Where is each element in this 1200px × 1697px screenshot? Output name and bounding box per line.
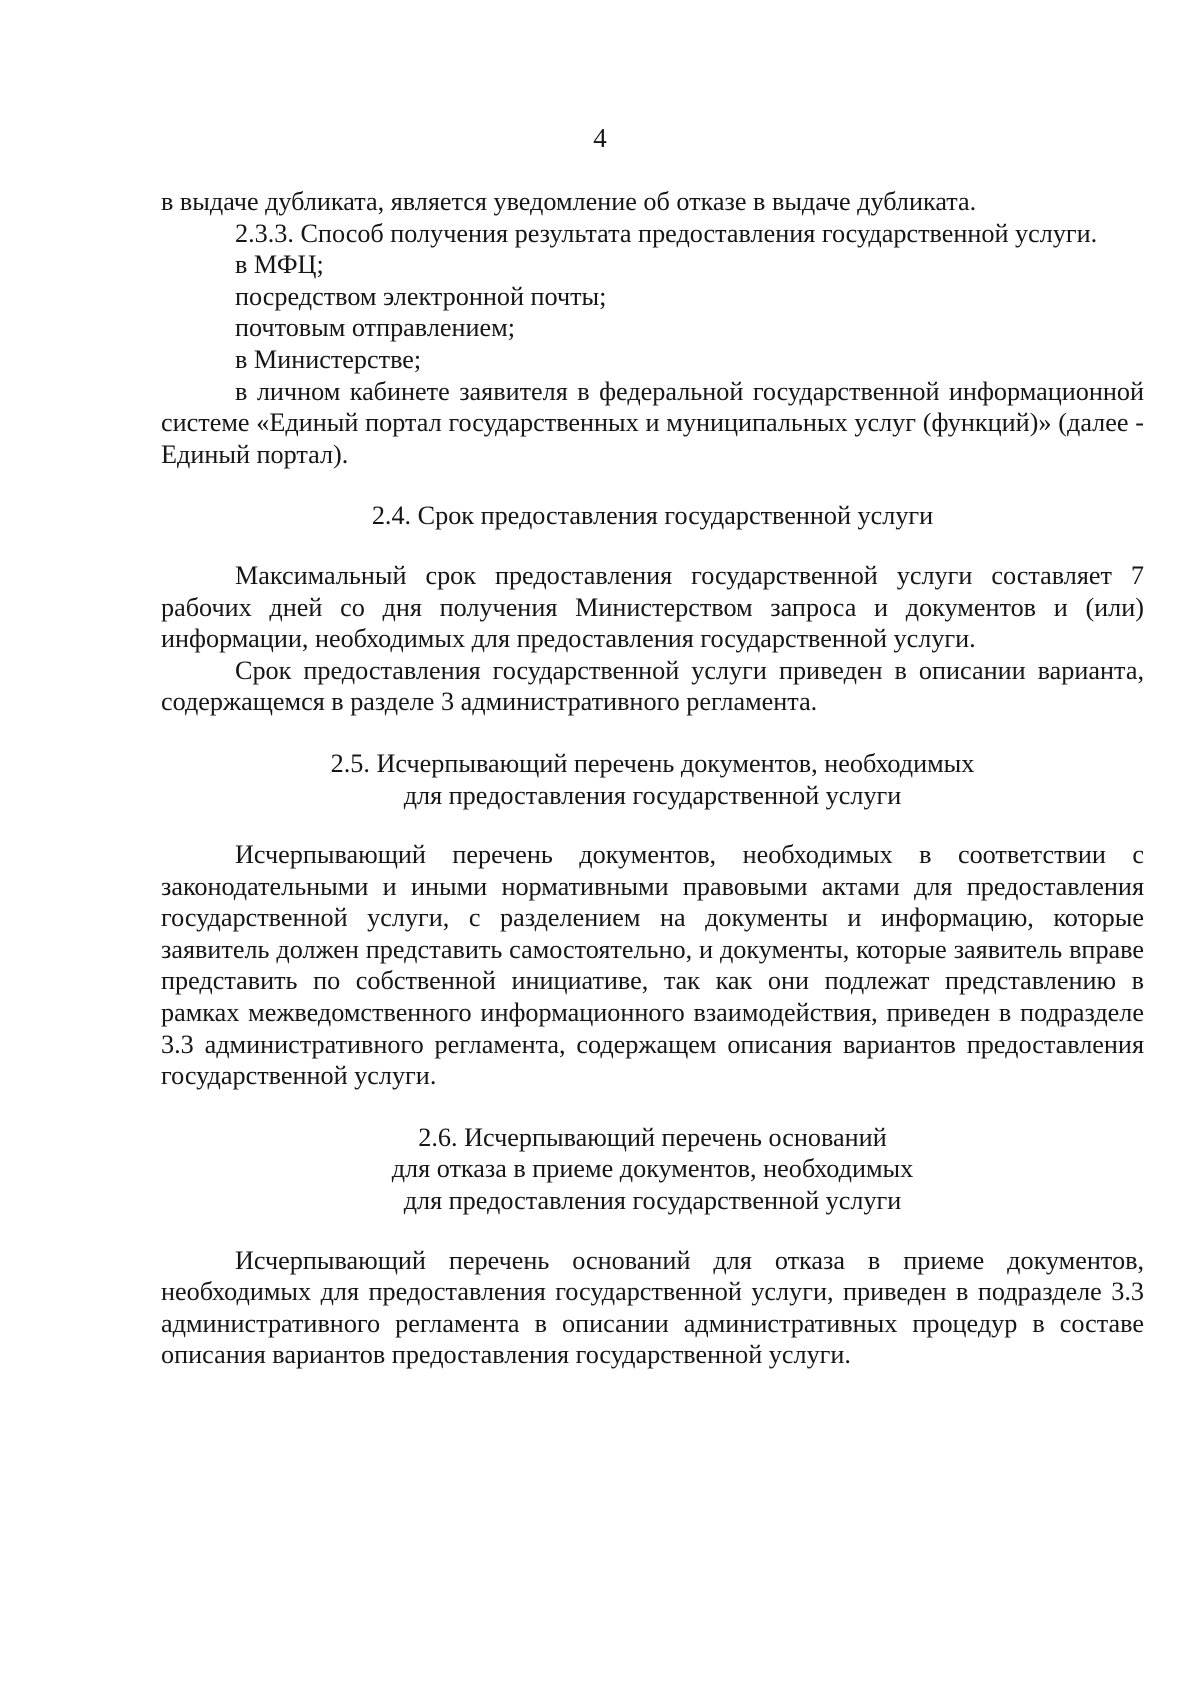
page-number: 4: [593, 123, 607, 153]
section-2-5-heading: 2.5. Исчерпывающий перечень документов, необходимых для предоставления государственной услуги: [330, 748, 975, 810]
list-item: почтовым отправлением;: [235, 313, 516, 343]
section-2-6-heading: 2.6. Исчерпывающий перечень оснований для отказа в приеме документов, необходимых для предоставления государственной услуги: [391, 1122, 914, 1216]
section-2-4-paragraph: Максимальный срок предоставления государственной услуги составляет 7 рабочих дней со дня получения Министерством запроса и документов и (или) информации, необходимых для предоставления государственной услуги.: [161, 560, 1144, 654]
section-2-4-heading: 2.4. Срок предоставления государственной услуги: [371, 501, 934, 531]
section-2-6-paragraph: Исчерпывающий перечень оснований для отказа в приеме документов, необходимых для предоставления государственной услуги, приведен в подразделе 3.3 административного регламента в описании административных процедур в составе описания вариантов предоставления государственной услуги.: [161, 1245, 1144, 1370]
document-body: [161, 186, 1144, 1371]
section-2-4-paragraph: Срок предоставления государственной услуги приведен в описании варианта, содержащемся в разделе 3 административного регламента.: [161, 655, 1144, 717]
list-item: посредством электронной почты;: [235, 281, 607, 311]
section-2-3-3-title: 2.3.3. Способ получения результата предоставления государственной услуги.: [235, 218, 1098, 248]
intro-line: в выдаче дубликата, является уведомление об отказе в выдаче дубликата.: [161, 187, 977, 216]
list-item: в личном кабинете заявителя в федеральной государственной информационной системе «Единый портал государственных и муниципальных услуг (функций)» (далее - Единый портал).: [161, 376, 1144, 469]
list-item: в Министерстве;: [235, 344, 422, 374]
result-method-list: [161, 249, 1144, 470]
list-item: в МФЦ;: [235, 250, 324, 280]
section-2-5-paragraph: Исчерпывающий перечень документов, необходимых в соответствии с законодательными и иными нормативными правовыми актами для предоставления государственной услуги, с разделением на документы и информацию, которые заявитель должен представить самостоятельно, и документы, которые заявитель вправе представить по собственной инициативе, так как они подлежат представлению в рамках межведомственного информационного взаимодействия, приведен в подразделе 3.3 административного регламента, содержащем описания вариантов предоставления государственной услуги.: [161, 840, 1144, 1091]
